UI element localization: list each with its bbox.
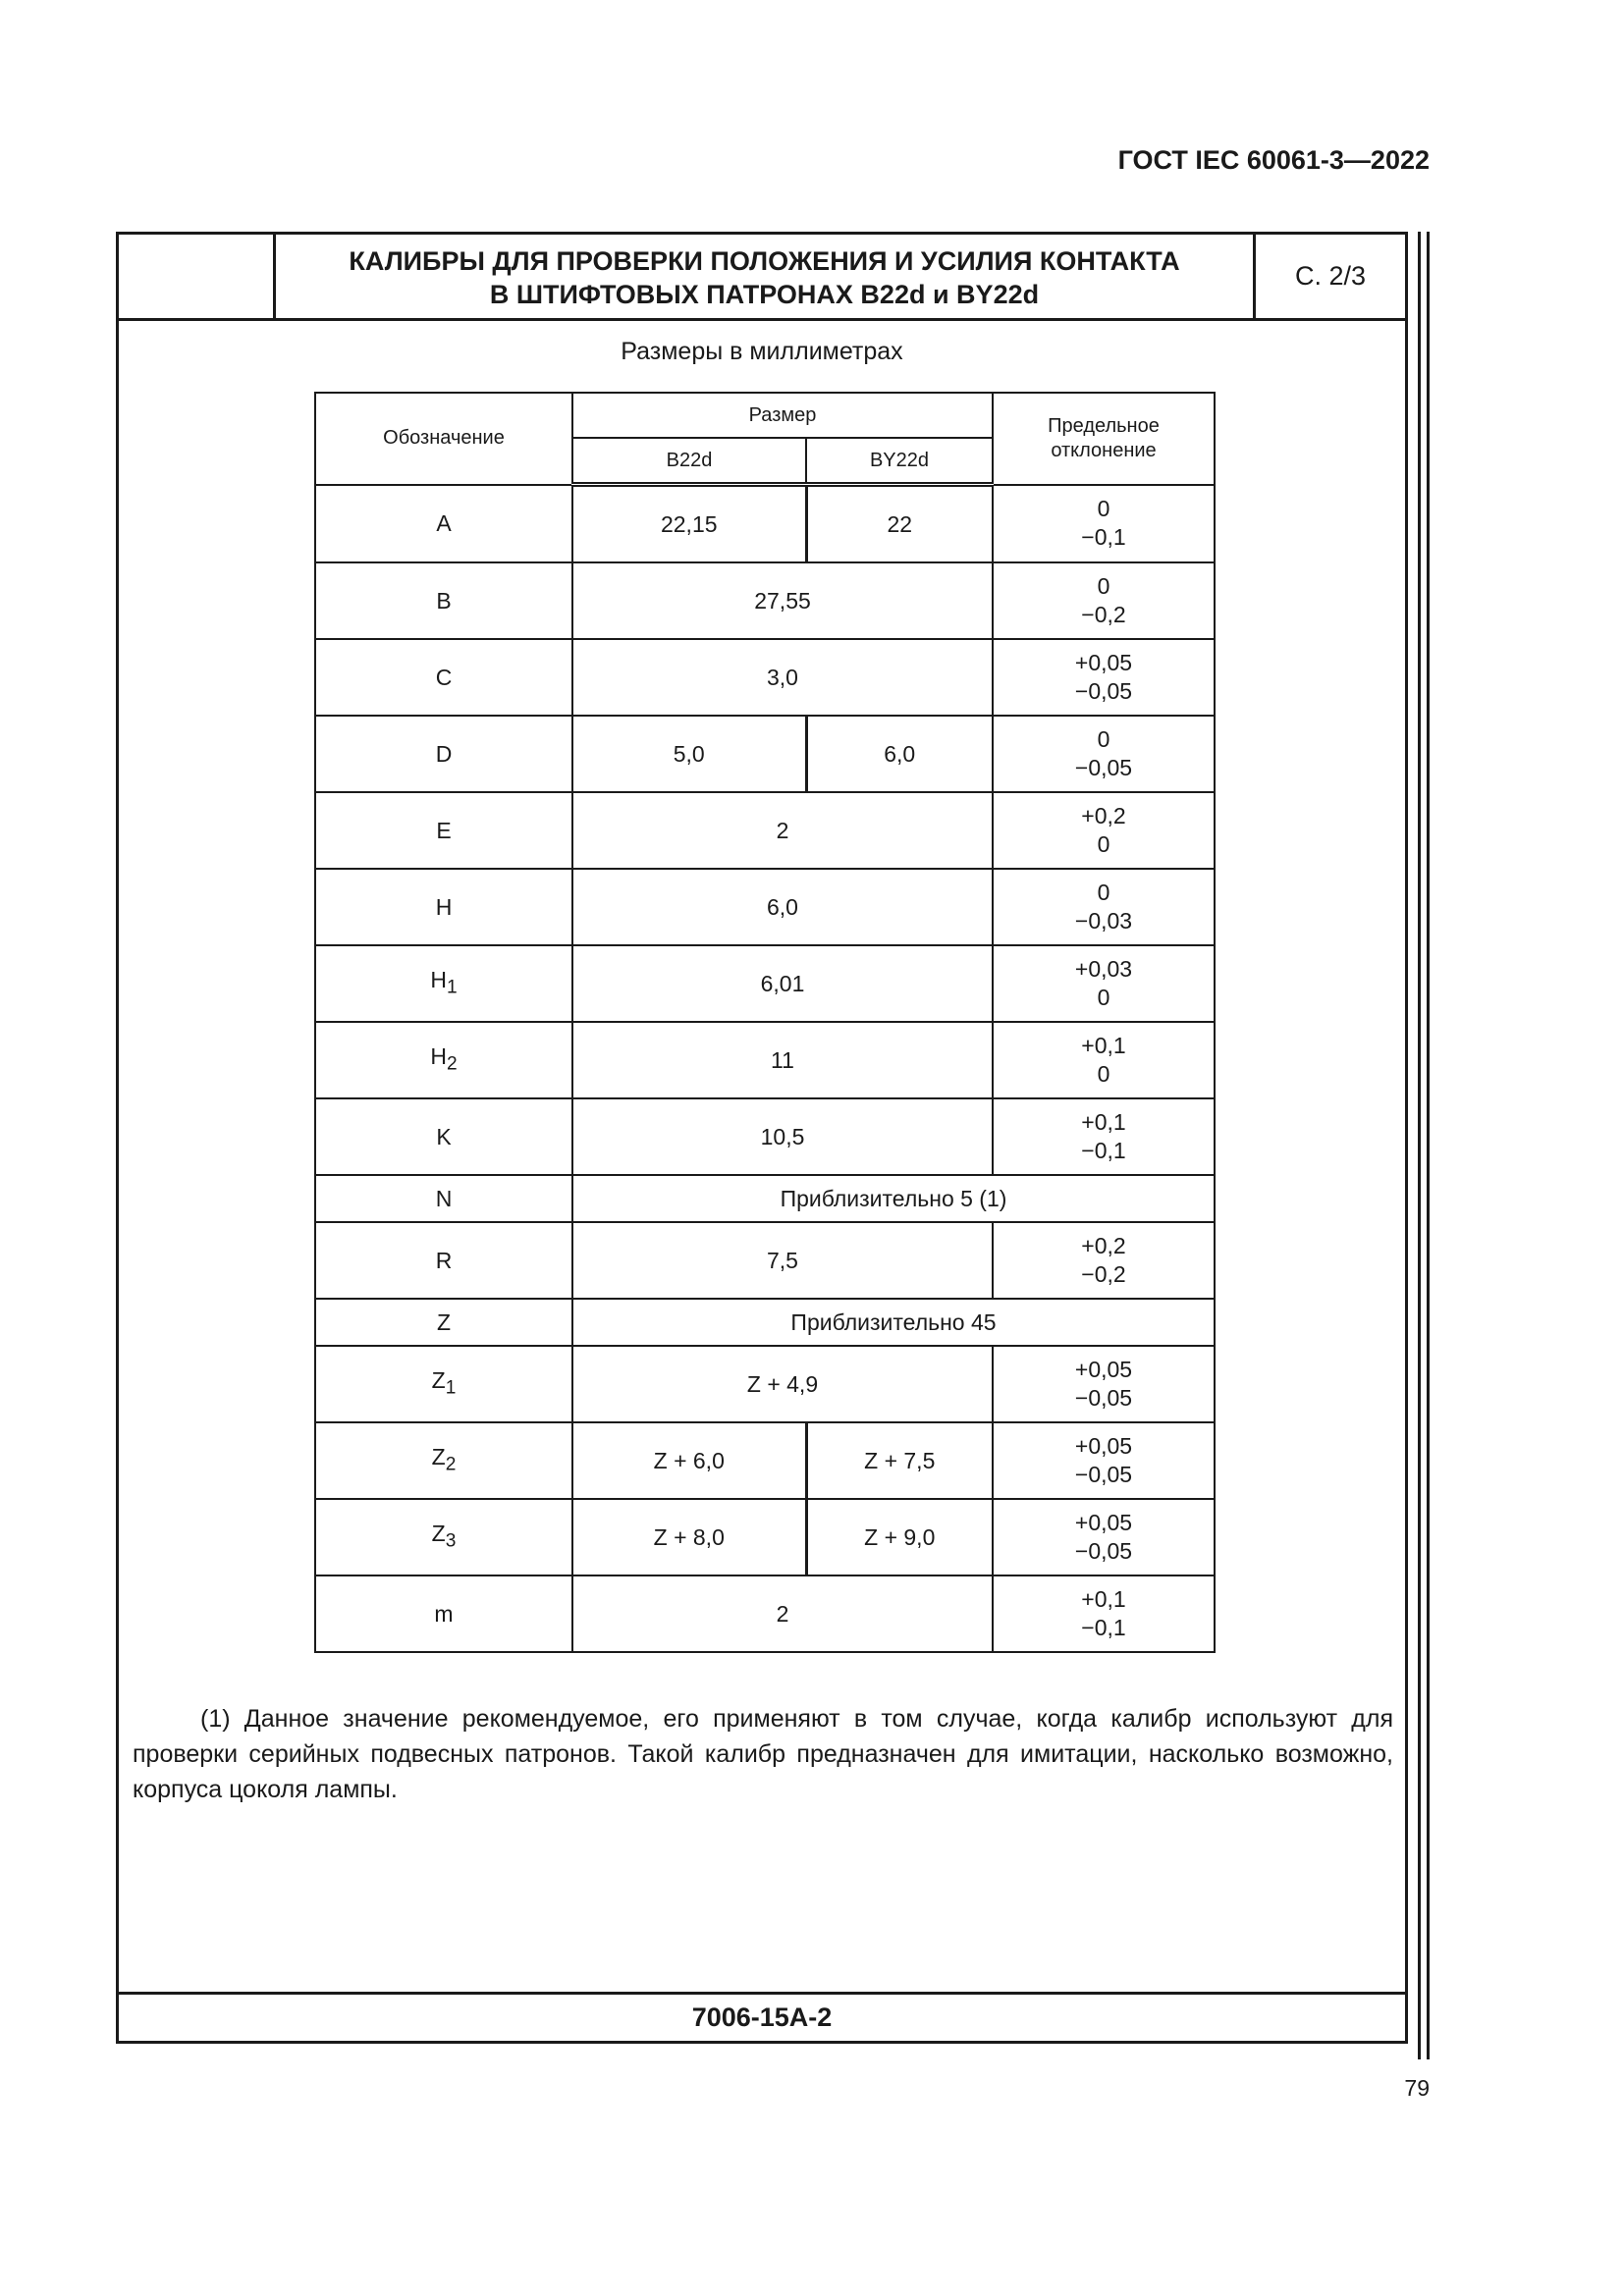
tolerance-lower: 0 [1097,1061,1110,1087]
cell-size-common: 6,01 [572,945,993,1022]
cell-tolerance [993,1422,1215,1499]
cell-size-common: 6,0 [572,869,993,945]
cell-tolerance [993,869,1215,945]
designation-symbol: Z [431,1520,446,1546]
cell-designation [315,1422,572,1499]
tolerance-lower: −0,2 [1081,1261,1126,1287]
dimensions-table [314,392,1216,1653]
table-body [315,485,1215,1653]
tolerance-lower: −0,05 [1074,1538,1133,1564]
cell-size-common: 3,0 [572,639,993,716]
cell-size-by22d: Z + 7,5 [806,1422,993,1499]
table-row [315,1422,1215,1499]
tolerance-lower: 0 [1097,985,1110,1010]
frame-outer-line [1418,232,1421,2059]
footnote: (1) Данное значение рекомендуемое, его применяют в том случае, когда калибр используют для проверки серийных подвесных патронов. Такой калибр предназначен для имитации, насколько возможно, корпуса цоколя лампы. [133,1705,1393,1803]
table-row [315,1022,1215,1098]
designation-symbol: N [435,1185,453,1211]
designation-symbol: H [435,893,453,920]
sheet-title-line1: КАЛИБРЫ ДЛЯ ПРОВЕРКИ ПОЛОЖЕНИЯ И УСИЛИЯ КОНТАКТА [349,246,1180,276]
drawing-frame [116,232,1408,2044]
sheet-title-line2: В ШТИФТОВЫХ ПАТРОНАХ B22d и BY22d [489,280,1040,309]
cell-designation [315,1098,572,1175]
table-row [315,716,1215,792]
page-number: 79 [1404,2075,1430,2101]
table-row [315,1175,1215,1222]
cell-designation [315,1022,572,1098]
designation-subscript: 1 [445,1377,457,1399]
cell-tolerance [993,1098,1215,1175]
cell-designation [315,1175,572,1222]
tolerance-lower: −0,05 [1074,1385,1133,1411]
tolerance-lower: −0,1 [1081,1138,1126,1163]
cell-tolerance [993,485,1215,563]
standard-number: ГОСТ IEC 60061-3—2022 [1117,145,1430,175]
header-tolerance: Предельное отклонение [993,393,1215,485]
cell-size-common: 11 [572,1022,993,1098]
cell-tolerance [993,1222,1215,1299]
table-row [315,1098,1215,1175]
cell-tolerance [993,716,1215,792]
cell-designation [315,945,572,1022]
tolerance-upper: +0,2 [1081,803,1126,828]
designation-symbol: E [436,817,452,843]
cell-approximate-value: Приблизительно 5 (1) [572,1175,1215,1222]
sheet-code: 7006-15A-2 [691,2002,833,2032]
cell-tolerance [993,1346,1215,1422]
designation-subscript: 3 [445,1530,457,1552]
cell-designation [315,869,572,945]
tolerance-lower: −0,2 [1081,602,1126,627]
cell-tolerance [993,1022,1215,1098]
tolerance-upper: 0 [1097,726,1110,752]
tolerance-upper: +0,05 [1074,1433,1133,1459]
table-row [315,945,1215,1022]
cell-designation [315,1499,572,1575]
cell-size-common: 2 [572,1575,993,1652]
cell-size-b22d: 5,0 [572,716,806,792]
cell-tolerance [993,562,1215,639]
cell-approximate-value: Приблизительно 45 [572,1299,1215,1346]
tolerance-upper: +0,05 [1074,1510,1133,1535]
cell-size-common: 2 [572,792,993,869]
frame-outer-line [1427,232,1430,2059]
tolerance-lower: −0,03 [1074,908,1133,934]
title-block [119,235,1405,321]
sheet-index: С. 2/3 [1294,261,1367,291]
units-caption: Размеры в миллиметрах [621,338,903,365]
tolerance-upper: 0 [1097,496,1110,522]
header-by22d: BY22d [806,438,993,485]
tolerance-upper: 0 [1097,880,1110,905]
cell-designation [315,792,572,869]
tolerance-lower: −0,1 [1081,1615,1126,1640]
designation-symbol: H [430,1042,447,1069]
table-row [315,1346,1215,1422]
table-row [315,1499,1215,1575]
designation-symbol: C [435,664,453,690]
cell-size-common: 27,55 [572,562,993,639]
tolerance-upper: +0,1 [1081,1586,1126,1612]
table-row [315,869,1215,945]
header-size: Размер [572,393,993,438]
designation-symbol: B [436,587,452,614]
designation-symbol: R [435,1247,453,1273]
header-designation: Обозначение [315,393,572,485]
designation-symbol: A [436,509,452,536]
table-row [315,1299,1215,1346]
table-row [315,639,1215,716]
cell-designation [315,639,572,716]
cell-designation [315,1299,572,1346]
sheet-title [276,244,1253,311]
tolerance-upper: +0,1 [1081,1109,1126,1135]
cell-tolerance [993,792,1215,869]
tolerance-lower: −0,1 [1081,524,1126,551]
designation-symbol: Z [431,1366,446,1393]
table-row [315,562,1215,639]
cell-tolerance [993,945,1215,1022]
cell-tolerance [993,1575,1215,1652]
cell-size-common: Z + 4,9 [572,1346,993,1422]
designation-symbol: K [436,1123,452,1149]
cell-designation [315,1222,572,1299]
table-row [315,792,1215,869]
cell-tolerance [993,639,1215,716]
table-row [315,485,1215,563]
designation-subscript: 2 [446,1053,458,1075]
cell-designation [315,485,572,563]
cell-designation [315,1346,572,1422]
header-b22d: B22d [572,438,806,485]
tolerance-upper: 0 [1097,573,1110,599]
tolerance-upper: +0,1 [1081,1033,1126,1058]
cell-size-b22d: Z + 6,0 [572,1422,806,1499]
cell-size-common: 10,5 [572,1098,993,1175]
cell-designation [315,1575,572,1652]
tolerance-upper: +0,2 [1081,1233,1126,1258]
designation-symbol: Z [436,1308,452,1335]
tolerance-lower: −0,05 [1074,755,1133,780]
designation-symbol: m [434,1600,454,1627]
table-row [315,1575,1215,1652]
cell-size-by22d: 6,0 [806,716,993,792]
tolerance-upper: +0,05 [1074,650,1133,675]
cell-tolerance [993,1499,1215,1575]
table-row [315,1222,1215,1299]
cell-size-b22d: 22,15 [572,485,806,563]
cell-size-by22d: Z + 9,0 [806,1499,993,1575]
cell-designation [315,716,572,792]
tolerance-upper: +0,03 [1074,956,1133,982]
cell-size-common: 7,5 [572,1222,993,1299]
cell-size-by22d: 22 [806,485,993,563]
designation-subscript: 2 [445,1454,457,1475]
cell-size-b22d: Z + 8,0 [572,1499,806,1575]
tolerance-lower: −0,05 [1074,1462,1133,1487]
tolerance-lower: −0,05 [1074,678,1133,704]
tolerance-upper: +0,05 [1074,1357,1133,1382]
cell-designation [315,562,572,639]
designation-symbol: Z [431,1443,446,1469]
designation-symbol: H [430,966,447,992]
designation-subscript: 1 [446,977,458,998]
designation-symbol: D [435,740,453,767]
tolerance-lower: 0 [1097,831,1110,857]
